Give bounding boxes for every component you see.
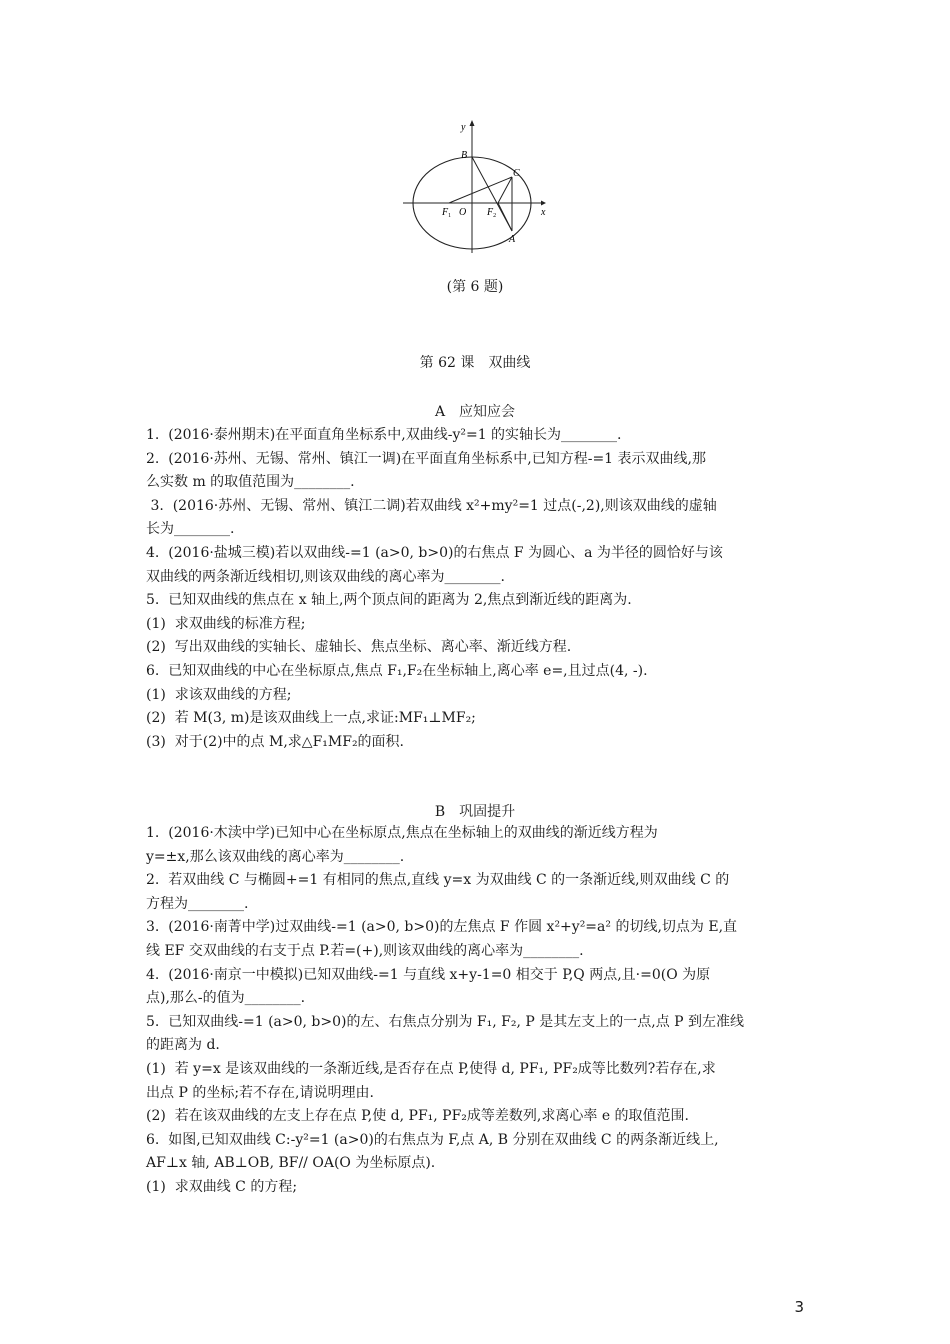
label-A: A [509, 234, 516, 245]
y-axis-arrow [470, 120, 475, 126]
section-b-line: (1) 若 y=x 是该双曲线的一条渐近线,是否存在点 P,使得 d, PF₁, PF₂成等比数列?若存在,求 [146, 1060, 716, 1077]
section-b-body [146, 822, 826, 1200]
section-a-line: 双曲线的两条渐近线相切,则该双曲线的离心率为________. [146, 568, 505, 585]
section-a-body [146, 424, 826, 754]
section-b-line: 5. 已知双曲线-=1 (a>0, b>0)的左、右焦点分别为 F₁, F₂, P 是其左支上的一点,点 P 到左准线 [146, 1013, 745, 1030]
section-a-line: (1) 求双曲线的标准方程; [146, 615, 306, 632]
segment-F1C [449, 177, 512, 203]
section-b-line: 的距离为 d. [146, 1037, 220, 1054]
section-b-line: 6. 如图,已知双曲线 C:-y²=1 (a>0)的右焦点为 F,点 A, B 分别在双曲线 C 的两条渐近线上, [146, 1131, 719, 1148]
section-a-line: (1) 求该双曲线的方程; [146, 686, 292, 703]
section-b-line: 2. 若双曲线 C 与椭圆+=1 有相同的焦点,直线 y=x 为双曲线 C 的一条渐近线,则双曲线 C 的 [146, 872, 730, 889]
segment-F2C [498, 177, 512, 203]
section-b-line: (2) 若在该双曲线的左支上存在点 P,使 d, PF₁, PF₂成等差数列,求离心率 e 的取值范围. [146, 1108, 690, 1125]
section-b-line: y=±x,那么该双曲线的离心率为________. [146, 848, 405, 865]
x-axis-arrow [541, 201, 546, 206]
section-b-line: (1) 求双曲线 C 的方程; [146, 1178, 298, 1195]
section-b-line: 点),那么-的值为________. [146, 990, 306, 1007]
section-a-line: 5. 已知双曲线的焦点在 x 轴上,两个顶点间的距离为 2,焦点到渐近线的距离为. [146, 592, 632, 609]
label-O: O [459, 207, 467, 218]
label-x: x [541, 207, 546, 218]
label-F1: $F_1$ [442, 207, 452, 219]
section-b-line: 1. (2016·木渎中学)已知中心在坐标原点,焦点在坐标轴上的双曲线的渐近线方程为 [146, 825, 658, 841]
section-a-line: (2) 若 M(3, m)是该双曲线上一点,求证:MF₁⊥MF₂; [146, 710, 476, 727]
label-y: y [461, 122, 466, 133]
section-a-title: A 应知应会 [434, 404, 516, 420]
section-a-line: (3) 对于(2)中的点 M,求△F₁MF₂的面积. [146, 733, 405, 750]
section-a-line: 3. (2016·苏州、无锡、常州、镇江二调)若双曲线 x²+my²=1 过点(-,2),则该双曲线的虚轴 [146, 497, 717, 514]
section-b-line: AF⊥x 轴, AB⊥OB, BF// OA(O 为坐标原点). [146, 1155, 436, 1172]
section-b-line: 出点 P 的坐标;若不存在,请说明理由. [146, 1084, 374, 1101]
section-a-line: 长为________. [146, 521, 235, 538]
section-a-line: (2) 写出双曲线的实轴长、虚轴长、焦点坐标、离心率、渐近线方程. [146, 639, 572, 656]
ellipse-figure [395, 115, 560, 255]
section-a-line: 1. (2016·泰州期末)在平面直角坐标系中,双曲线-y²=1 的实轴长为________. [146, 427, 622, 443]
figure-caption: (第 6 题) [446, 279, 504, 295]
label-C: C [513, 168, 520, 179]
page-number: 3 [794, 1298, 804, 1316]
section-a-line: 2. (2016·苏州、无锡、常州、镇江一调)在平面直角坐标系中,已知方程-=1 表示双曲线,那 [146, 450, 706, 467]
section-a-line: 4. (2016·盐城三模)若以双曲线-=1 (a>0, b>0)的右焦点 F 为圆心、a 为半径的圆恰好与该 [146, 544, 723, 561]
label-B: B [461, 150, 468, 161]
segment-F2A [498, 203, 512, 231]
section-b-title: B 巩固提升 [434, 804, 516, 820]
section-a-line: 6. 已知双曲线的中心在坐标原点,焦点 F₁,F₂在坐标轴上,离心率 e=,且过点(4, -). [146, 662, 648, 679]
section-b-line: 线 EF 交双曲线的右支于点 P.若=(+),则该双曲线的离心率为________. [146, 942, 584, 959]
section-b-line: 方程为________. [146, 895, 249, 912]
section-a-line: 么实数 m 的取值范围为________. [146, 474, 355, 491]
section-b-line: 3. (2016·南菁中学)过双曲线-=1 (a>0, b>0)的左焦点 F 作圆 x²+y²=a² 的切线,切点为 E,直 [146, 919, 738, 936]
label-F2: $F_2$ [487, 207, 497, 219]
section-b-line: 4. (2016·南京一中模拟)已知双曲线-=1 与直线 x+y-1=0 相交于 P,Q 两点,且·=0(O 为原 [146, 966, 711, 983]
lesson-title: 第 62 课 双曲线 [419, 355, 531, 371]
